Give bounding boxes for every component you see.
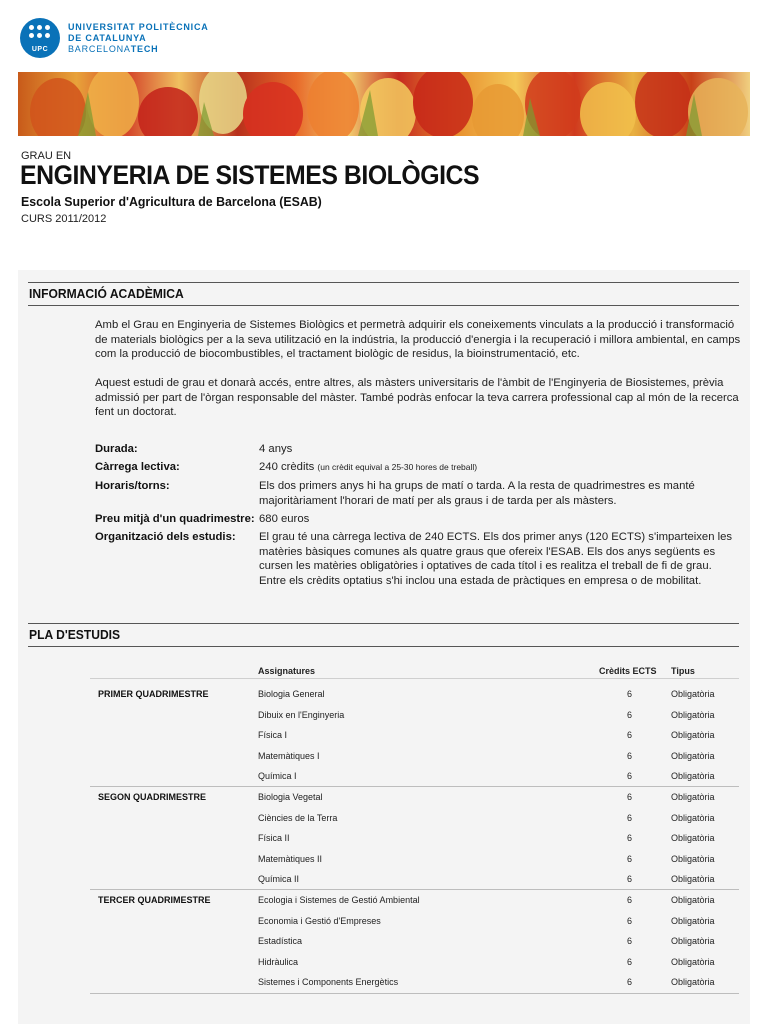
academic-intro-paragraph: Amb el Grau en Enginyeria de Sistemes Biològics et permetrà adquirir els coneixements vinculats a la producció i transformació de materials biològics per a la seva utilització en la indústria, la producció d'energia i la recuperació i millora ambiental, en camps com la producció de biocombustibles, el tractament biològic de residus, la bioinstrumentació, etc.: [95, 319, 741, 361]
subject-credits: 6: [626, 977, 632, 988]
subject-name: Matemàtiques II: [258, 853, 323, 864]
table-row: [90, 849, 739, 870]
subject-type: Obligatòria: [671, 936, 715, 947]
table-row: [90, 766, 739, 787]
subject-type: Obligatòria: [671, 956, 715, 967]
subject-credits: 6: [626, 956, 632, 967]
study-plan-heading: PLA D'ESTUDIS: [28, 623, 739, 647]
table-header: [90, 660, 739, 679]
subject-credits: 6: [626, 730, 632, 741]
academic-year: CURS 2011/2012: [21, 213, 107, 225]
table-row: [90, 808, 739, 829]
school-name: Escola Superior d'Agricultura de Barcelona (ESAB): [21, 194, 322, 209]
subject-type: Obligatòria: [671, 895, 715, 905]
subject-credits: 6: [626, 833, 632, 844]
logo-line-2: DE CATALUNYA: [68, 32, 147, 43]
load-value: 240 crèdits: [259, 461, 315, 473]
subject-credits: 6: [626, 709, 632, 720]
subject-credits: 6: [626, 689, 632, 699]
academic-access-paragraph: Aquest estudi de grau et donarà accés, entre altres, als màsters universitaris de l'àmbit de l'Enginyeria de Biosistemes, prèvia admissió per part de l'òrgan responsable del màster. També podràs enfocar la teva carrera professional cap al món de la recerca fent un doctorat.: [95, 377, 739, 419]
schedule-value: Els dos primers anys hi ha grups de matí o tarda. A la resta de quadrimestres es manté majoritàriament l'horari de matí per als graus i de tarda per als màsters.: [259, 480, 695, 507]
schedule-label: Horaris/torns:: [95, 480, 170, 492]
content-panel: [18, 270, 750, 1024]
table-row: [90, 705, 739, 726]
load-label: Càrrega lectiva:: [95, 461, 180, 473]
subject-type: Obligatòria: [671, 874, 715, 885]
load-value-wrap: [259, 460, 739, 475]
subject-name: Estadística: [258, 936, 303, 947]
subject-credits: 6: [626, 915, 632, 926]
subject-credits: 6: [626, 936, 632, 947]
table-row: [90, 869, 739, 890]
subject-credits: 6: [626, 792, 632, 802]
load-note: (un crèdit equival a 25-30 hores de treball): [317, 462, 478, 472]
subject-type: Obligatòria: [671, 792, 715, 802]
col-subjects-header: Assignatures: [258, 666, 316, 676]
subject-type: Obligatòria: [671, 833, 715, 844]
subject-name: Física II: [258, 833, 290, 844]
subject-name: Sistemes i Components Energètics: [258, 977, 399, 988]
subject-name: Ecologia i Sistemes de Gestió Ambiental: [258, 895, 420, 905]
table-row: [90, 890, 739, 911]
subject-type: Obligatòria: [671, 915, 715, 926]
semester-name: SEGON QUADRIMESTRE: [98, 792, 207, 802]
logo-line-3: BARCELONATECH: [68, 43, 159, 54]
subject-name: Ciències de la Terra: [258, 812, 338, 823]
subject-credits: 6: [626, 771, 632, 782]
subject-name: Biologia Vegetal: [258, 792, 323, 802]
subject-type: Obligatòria: [671, 689, 715, 699]
tulips-banner-image: [18, 72, 750, 136]
duration-value: 4 anys: [259, 443, 293, 455]
subject-type: Obligatòria: [671, 730, 715, 741]
organization-value: El grau té una càrrega lectiva de 240 ECTS. Els dos primer anys (120 ECTS) s'imparteixen les matèries bàsiques comunes als quatre graus que ofereix l'ESAB. Els dos anys següents es cursen les matèries obligatòries i optatives de cada títol i es realitza el treball de fi de grau. Entre els crèdits optatius s'hi inclou una estada de pràctiques en empresa o de mobilitat.: [259, 531, 733, 587]
table-row: [90, 725, 739, 746]
semester-name: TERCER QUADRIMESTRE: [98, 895, 211, 905]
semester-name: PRIMER QUADRIMESTRE: [98, 689, 209, 699]
subject-name: Biologia General: [258, 689, 325, 699]
upc-logo-badge: UPC: [31, 46, 49, 53]
table-row: [90, 911, 739, 932]
table-row: [90, 684, 739, 705]
logo-line-1: UNIVERSITAT POLITÈCNICA: [68, 21, 209, 32]
table-row: [90, 972, 739, 993]
subject-name: Física I: [258, 730, 288, 741]
subject-type: Obligatòria: [671, 853, 715, 864]
subject-credits: 6: [626, 874, 632, 885]
table-row: [90, 746, 739, 767]
upc-logo-emblem: [20, 18, 60, 58]
col-type-header: Tipus: [671, 666, 695, 676]
page-title: ENGINYERIA DE SISTEMES BIOLÒGICS: [20, 160, 480, 190]
price-label: Preu mitjà d'un quadrimestre:: [95, 513, 255, 525]
duration-label: Durada:: [95, 443, 138, 455]
subject-name: Economia i Gestió d'Empreses: [258, 915, 381, 926]
subject-type: Obligatòria: [671, 771, 715, 782]
subject-name: Matemàtiques I: [258, 750, 320, 761]
degree-kicker: GRAU EN: [21, 150, 72, 162]
subject-type: Obligatòria: [671, 709, 715, 720]
subject-type: Obligatòria: [671, 812, 715, 823]
subject-credits: 6: [626, 750, 632, 761]
subject-name: Química II: [258, 874, 300, 885]
price-value: 680 euros: [259, 513, 310, 525]
subject-name: Química I: [258, 771, 297, 782]
table-row: [90, 787, 739, 808]
col-credits-header: Crèdits ECTS: [599, 666, 657, 676]
table-row: [90, 931, 739, 952]
table-row: [90, 952, 739, 973]
table-row: [90, 828, 739, 849]
subject-credits: 6: [626, 812, 632, 823]
table-bottom-divider: [90, 993, 739, 994]
subject-credits: 6: [626, 895, 632, 905]
subject-name: Dibuix en l'Enginyeria: [258, 709, 345, 720]
subject-type: Obligatòria: [671, 750, 715, 761]
subject-name: Hidràulica: [258, 956, 299, 967]
upc-logo: [20, 18, 209, 58]
academic-info-heading: INFORMACIÓ ACADÈMICA: [28, 282, 739, 306]
upc-logo-text: [68, 22, 209, 55]
subject-credits: 6: [626, 853, 632, 864]
organization-label: Organització dels estudis:: [95, 531, 236, 543]
subject-type: Obligatòria: [671, 977, 715, 988]
